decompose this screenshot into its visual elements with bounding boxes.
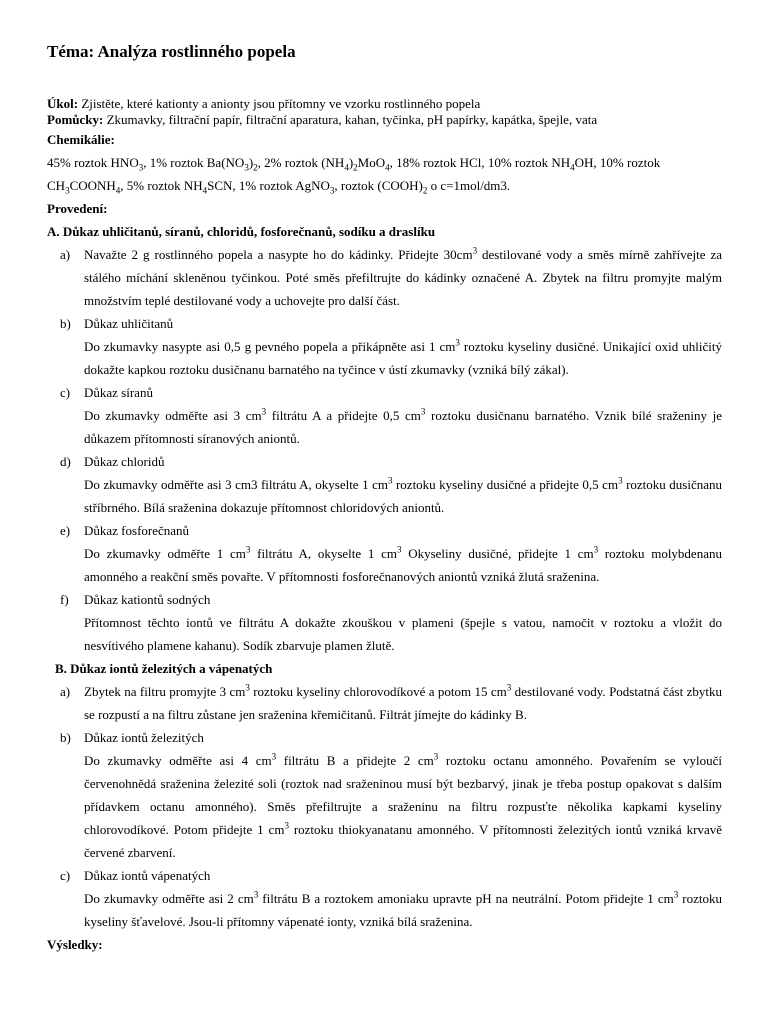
equipment-label: Pomůcky: xyxy=(47,112,104,127)
equipment-line xyxy=(47,112,722,128)
section-a-item-d-title: d) Důkaz chloridů xyxy=(60,454,165,469)
section-a-item-f-text: Přítomnost těchto iontů ve filtrátu A dokažte zkouškou v plameni (špejle s vatou, namočit v roztoku a vložit do nesvítivého plamene kahanu). Sodík zbarvuje plamen žlutě. xyxy=(84,615,722,653)
section-a-item-d-text: Do zkumavky odměřte asi 3 cm3 filtrátu A, okyselte 1 $cm^3$ roztoku kyseliny dusičné a přidejte 0,5 $cm^3$ roztoku dusičnanu stříbrného. Bílá sraženina dokazuje přítomnost chloridových aniontů. xyxy=(84,475,722,515)
section-b-item-b-text: Do zkumavky odměřte asi 4 $cm^3$ filtrátu B a přidejte 2 $cm^3$ roztoku octanu amonného. Povařením se vyloučí červenohnědá sraženina železité soli (roztok nad sraženinou musí být bezbarvý, jinak je třeba postup opakovat s dalším přídavkem octanu amonného). Směs přefiltrujte a sraženinu na filtru rozpusťte několika kapkami kyseliny chlorovodíkové. Potom přidejte 1 $cm^3$ roztoku thiokyanatanu amonného. V přítomnosti železitých iontů vzniká krvavě červené zbarvení. xyxy=(84,751,722,860)
task-line xyxy=(47,96,722,112)
procedure-heading: Provedení: xyxy=(47,201,108,216)
section-a-item-c-title: c) Důkaz síranů xyxy=(60,385,153,400)
document-body xyxy=(47,96,722,956)
section-b-item-c-text: Do zkumavky odměřte asi 2 $cm^3$ filtrátu B a roztokem amoniaku upravte pH na neutrální. Potom přidejte 1 $cm^3$ roztoku kyseliny šťavelové. Jsou-li přítomny vápenaté ionty, vzniká bílá sraženina. xyxy=(84,889,722,929)
section-a-item-e-text: Do zkumavky odměřte 1 $cm^3$ filtrátu A, okyselte 1 $cm^3$ Okyseliny dusičné, přidejte 1 $cm^3$ roztoku molybdenanu amonného a reakční směs povařte. V přítomnosti fosforečnanových aniontů vzniká žlutá sraženina. xyxy=(84,544,722,584)
section-b-item-a: a) Zbytek na filtru promyjte 3 $cm^3$ roztoku kyseliny chlorovodíkové a potom 15 $cm^3$ destilované vody. Podstatná část zbytku se rozpustí a na filtru zůstane jen sraženina křemičitanů. Filtrát jímejte do kádinky B. xyxy=(60,682,722,722)
section-a-item-b-text: Do zkumavky nasypte asi 0,5 g pevného popela a přikápněte asi 1 $cm^3$ roztoku kyseliny dusičné. Unikající oxid uhličitý dokažte kapkou roztoku dusičnanu barnatého na tyčince v ústí zkumavky (vzniká bílý zákal). xyxy=(84,337,722,377)
section-a-item-b-title: b) Důkaz uhličitanů xyxy=(60,316,174,331)
section-a-item-f-title: f) Důkaz kationtů sodných xyxy=(60,592,211,607)
chemicals-list: 45% roztok $HNO_3$, 1% roztok $Ba(NO_3)_2$, 2% roztok $(NH_4)_2MoO_4$, 18% roztok HCl, 10% roztok $NH_4OH$, 10% roztok $CH_3COONH_4$, 5% roztok $NH_4SCN$, 1% roztok AgNO$_3$, roztok $(COOH)_2$ o c=1mol/dm3. xyxy=(47,155,661,196)
section-b-heading: B. Důkaz iontů železitých a vápenatých xyxy=(55,661,273,676)
task-text: Zjistěte, které kationty a anionty jsou přítomny ve vzorku rostlinného popela xyxy=(81,96,481,111)
page-title: Téma: Analýza rostlinného popela xyxy=(47,42,296,61)
equipment-text: Zkumavky, filtrační papír, filtrační aparatura, kahan, tyčinka, pH papírky, kapátka, špejle, vata xyxy=(106,112,598,127)
section-a-item-a: a) Navažte 2 g rostlinného popela a nasypte ho do kádinky. Přidejte $30cm^3$ destilované vody a směs mírně zahřívejte za stálého míchání skleněnou tyčinkou. Poté směs přefiltrujte do kádinky označené A. Zbytek na filtru promyjte malým množstvím teplé destilované vody a uchovejte pro další část. xyxy=(60,245,722,308)
section-b-item-b-title: b) Důkaz iontů železitých xyxy=(60,730,204,745)
section-a-heading: A. Důkaz uhličitanů, síranů, chloridů, fosforečnanů, sodíku a draslíku xyxy=(47,224,436,239)
section-a-item-e-title: e) Důkaz fosforečnanů xyxy=(60,523,190,538)
section-b-item-c-title: c) Důkaz iontů vápenatých xyxy=(60,868,211,883)
task-label: Úkol: xyxy=(47,96,79,111)
section-a-item-c-text: Do zkumavky odměřte asi 3 $cm^3$ filtrátu A a přidejte 0,5 $cm^3$ roztoku dusičnanu barnatého. Vznik bílé sraženiny je důkazem přítomnosti síranových aniontů. xyxy=(84,406,722,446)
results-heading: Výsledky: xyxy=(47,937,103,952)
chemicals-heading: Chemikálie: xyxy=(47,132,115,147)
